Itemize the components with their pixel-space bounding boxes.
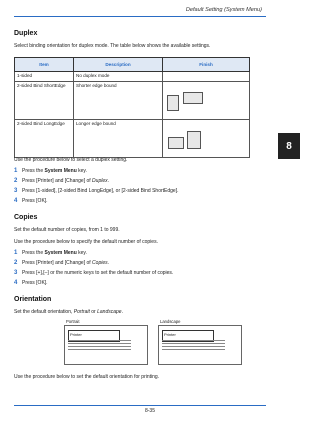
col-description: Description <box>74 58 163 72</box>
duplex-step-4: 4 Press [OK]. <box>14 198 48 204</box>
copies-intro: Set the default number of copies, from 1 to 999. <box>14 227 120 233</box>
page-header-title: Default Setting (System Menu) <box>185 7 262 13</box>
cell-finish <box>163 72 250 82</box>
cell-description: Longer edge bound <box>74 120 163 158</box>
orientation-intro: Set the default orientation, Portrait or Landscape. <box>14 309 123 315</box>
doc-page-icon <box>187 131 201 149</box>
page-number: 8-35 <box>144 408 155 414</box>
footer-rule <box>14 405 266 406</box>
cell-finish <box>163 120 250 158</box>
copies-step-2: 2 Press [Printer] and [Change] of Copies. <box>14 260 110 266</box>
doc-page-icon <box>183 92 203 104</box>
copies-step-1: 1 Press the System Menu key. <box>14 250 87 256</box>
duplex-procedure-intro: Use the procedure below to select a duplex setting. <box>14 157 128 163</box>
cell-item: 2-sided Bind LongEdge <box>15 120 74 158</box>
landscape-panel-illustration <box>158 325 242 365</box>
long-edge-illustration <box>165 121 247 155</box>
copies-procedure-intro: Use the procedure below to specify the default number of copies. <box>14 239 158 245</box>
copies-heading: Copies <box>14 214 38 221</box>
landscape-panel-screen: Printer <box>162 330 214 342</box>
doc-page-icon <box>167 95 179 111</box>
copies-step-4: 4 Press [OK]. <box>14 280 48 286</box>
orientation-heading: Orientation <box>14 296 52 303</box>
cell-description: Shorter edge bound <box>74 82 163 120</box>
col-finish: Finish <box>163 58 250 72</box>
duplex-table <box>14 57 250 158</box>
short-edge-illustration <box>165 83 247 117</box>
duplex-heading: Duplex <box>14 30 38 37</box>
cell-finish <box>163 82 250 120</box>
doc-page-icon <box>168 137 184 149</box>
duplex-step-1: 1 Press the System Menu key. <box>14 168 87 174</box>
table-row <box>15 82 250 120</box>
copies-step-3: 3 Press [+],[–] or the numeric keys to set the default number of copies. <box>14 270 174 276</box>
table-row <box>15 72 250 82</box>
portrait-panel-illustration <box>64 325 148 365</box>
portrait-panel-lines <box>68 340 131 352</box>
cell-description: No duplex mode <box>74 72 163 82</box>
landscape-label: Landscape <box>160 319 181 324</box>
chapter-tab: 8 <box>278 133 300 159</box>
header-rule <box>14 16 266 17</box>
table-row <box>15 120 250 158</box>
duplex-step-3: 3 Press [1-sided], [2-sided Bind LongEdge], or [2-sided Bind ShortEdge]. <box>14 188 179 194</box>
cell-item: 2-sided Bind ShortEdge <box>15 82 74 120</box>
duplex-intro: Select binding orientation for duplex mode. The table below shows the available settings. <box>14 43 211 49</box>
landscape-panel-lines <box>162 340 225 352</box>
col-item: Item <box>15 58 74 72</box>
duplex-step-2: 2 Press [Printer] and [Change] of Duplex. <box>14 178 110 184</box>
portrait-label: Portrait <box>66 319 80 324</box>
orientation-procedure-intro: Use the procedure below to set the default orientation for printing. <box>14 374 160 380</box>
cell-item: 1-sided <box>15 72 74 82</box>
portrait-panel-screen: Printer <box>68 330 120 342</box>
